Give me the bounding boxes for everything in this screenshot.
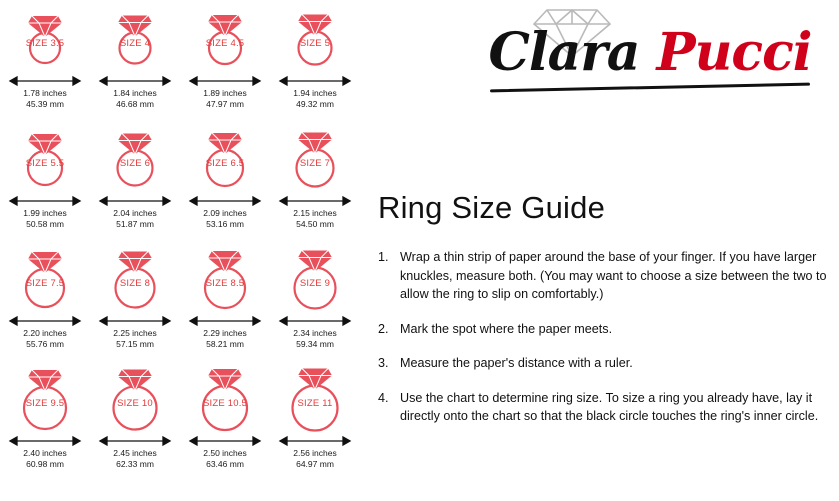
ring-size-label: SIZE 5 <box>299 38 331 49</box>
measurement-mm: 46.68 mm <box>116 99 154 109</box>
ring-illustration <box>180 120 270 194</box>
ring-size-cell[interactable] <box>180 360 270 480</box>
brand-first-word: Clara <box>488 22 640 83</box>
diameter-arrow <box>274 74 356 86</box>
ring-illustration <box>180 0 270 74</box>
ring-size-cell[interactable] <box>180 0 270 120</box>
ring-measurement <box>203 88 246 110</box>
ring-illustration <box>180 360 270 434</box>
ring-illustration <box>270 360 360 434</box>
ring-size-cell[interactable] <box>0 0 90 120</box>
page-title: Ring Size Guide <box>378 190 606 225</box>
measurement-mm: 62.33 mm <box>116 459 154 469</box>
ring-size-cell[interactable] <box>90 120 180 240</box>
diameter-arrow <box>4 314 86 326</box>
measurement-inches: 2.34 inches <box>293 328 337 338</box>
diameter-arrow <box>184 194 266 206</box>
ring-illustration <box>0 240 90 314</box>
measurement-inches: 2.20 inches <box>23 328 67 338</box>
brand-second-word: Pucci <box>656 22 812 83</box>
guide-step-text: Wrap a thin strip of paper around the base of your finger. If you have larger knuckles, measure both. (You may want to choose a size between the two to allow the ring to slip on comfortably.) <box>400 250 827 301</box>
measurement-inches: 2.09 inches <box>203 208 247 218</box>
diameter-arrow <box>184 74 266 86</box>
ring-size-label: SIZE 9.5 <box>25 398 65 409</box>
ring-size-label: SIZE 8 <box>119 278 151 289</box>
ring-illustration <box>90 240 180 314</box>
diameter-arrow <box>274 314 356 326</box>
diameter-arrow <box>94 434 176 446</box>
guide-step-text: Mark the spot where the paper meets. <box>400 321 613 336</box>
ring-size-cell[interactable] <box>270 120 360 240</box>
logo-underline <box>490 83 810 93</box>
measurement-inches: 2.15 inches <box>293 208 337 218</box>
measurement-mm: 54.50 mm <box>296 219 334 229</box>
ring-size-cell[interactable] <box>0 120 90 240</box>
measurement-inches: 1.84 inches <box>113 88 157 98</box>
ring-size-cell[interactable] <box>270 360 360 480</box>
measurement-inches: 2.29 inches <box>203 328 247 338</box>
guide-step <box>378 354 830 373</box>
ring-size-cell[interactable] <box>90 360 180 480</box>
ring-illustration <box>270 240 360 314</box>
guide-step <box>378 248 830 304</box>
diameter-arrow <box>94 314 176 326</box>
ring-measurement <box>203 328 246 350</box>
ring-measurement <box>293 448 336 470</box>
guide-step-number: 2. <box>378 321 389 336</box>
measurement-inches: 2.56 inches <box>293 448 337 458</box>
diameter-arrow <box>94 194 176 206</box>
ring-measurement <box>113 328 156 350</box>
ring-measurement <box>203 448 246 470</box>
measurement-inches: 1.89 inches <box>203 88 247 98</box>
ring-measurement <box>293 328 336 350</box>
ring-size-cell[interactable] <box>180 240 270 360</box>
measurement-inches: 1.78 inches <box>23 88 67 98</box>
measurement-mm: 60.98 mm <box>26 459 64 469</box>
ring-illustration <box>90 0 180 74</box>
measurement-mm: 58.21 mm <box>206 339 244 349</box>
ring-size-label: SIZE 6.5 <box>205 158 245 169</box>
measurement-inches: 2.40 inches <box>23 448 67 458</box>
guide-panel <box>378 190 830 442</box>
ring-measurement <box>113 448 156 470</box>
ring-illustration <box>0 120 90 194</box>
measurement-mm: 64.97 mm <box>296 459 334 469</box>
diameter-arrow <box>4 74 86 86</box>
measurement-inches: 1.99 inches <box>23 208 67 218</box>
measurement-inches: 2.45 inches <box>113 448 157 458</box>
ring-size-cell[interactable] <box>90 0 180 120</box>
ring-size-label: SIZE 7.5 <box>25 278 65 289</box>
measurement-mm: 51.87 mm <box>116 219 154 229</box>
measurement-mm: 45.39 mm <box>26 99 64 109</box>
diameter-arrow <box>184 314 266 326</box>
measurement-mm: 49.32 mm <box>296 99 334 109</box>
guide-step-number: 1. <box>378 250 389 264</box>
ring-size-cell[interactable] <box>180 120 270 240</box>
ring-measurement <box>23 208 66 230</box>
ring-illustration <box>90 360 180 434</box>
ring-illustration <box>270 0 360 74</box>
diameter-arrow <box>274 434 356 446</box>
diameter-arrow <box>94 74 176 86</box>
ring-illustration <box>90 120 180 194</box>
diameter-arrow <box>274 194 356 206</box>
ring-size-label: SIZE 10.5 <box>202 398 248 409</box>
ring-size-cell[interactable] <box>270 240 360 360</box>
guide-step-number: 4. <box>378 390 389 405</box>
ring-size-label: SIZE 4.5 <box>205 38 245 49</box>
ring-illustration <box>180 240 270 314</box>
measurement-mm: 55.76 mm <box>26 339 64 349</box>
ring-size-grid <box>0 0 360 480</box>
measurement-mm: 50.58 mm <box>26 219 64 229</box>
diameter-arrow <box>4 194 86 206</box>
measurement-inches: 2.25 inches <box>113 328 157 338</box>
ring-illustration <box>0 0 90 74</box>
ring-measurement <box>23 448 66 470</box>
ring-size-label: SIZE 9 <box>299 278 331 289</box>
ring-size-cell[interactable] <box>90 240 180 360</box>
ring-measurement <box>203 208 246 230</box>
measurement-mm: 59.34 mm <box>296 339 334 349</box>
ring-illustration <box>270 120 360 194</box>
ring-size-label: SIZE 5.5 <box>25 158 65 169</box>
ring-size-chart <box>0 0 360 501</box>
measurement-mm: 53.16 mm <box>206 219 244 229</box>
ring-size-cell[interactable] <box>270 0 360 120</box>
ring-size-label: SIZE 10 <box>117 398 153 409</box>
brand-wordmark <box>470 22 830 83</box>
guide-step-number: 3. <box>378 356 389 370</box>
guide-steps <box>378 248 830 426</box>
ring-size-label: SIZE 3.5 <box>25 38 65 49</box>
ring-measurement <box>293 208 336 230</box>
ring-measurement <box>23 328 66 350</box>
ring-size-cell[interactable] <box>0 360 90 480</box>
diameter-arrow <box>4 434 86 446</box>
guide-step-text: Use the chart to determine ring size. To size a ring you already have, lay it directly onto the chart so that the black circle touches the ring's inner circle. <box>400 390 819 423</box>
measurement-mm: 57.15 mm <box>116 339 154 349</box>
ring-measurement <box>113 208 156 230</box>
ring-measurement <box>293 88 336 110</box>
measurement-inches: 1.94 inches <box>293 88 337 98</box>
guide-step-text: Measure the paper's distance with a ruler. <box>400 356 633 370</box>
ring-size-label: SIZE 4 <box>119 38 151 49</box>
ring-measurement <box>113 88 156 110</box>
diameter-arrow <box>184 434 266 446</box>
measurement-inches: 2.50 inches <box>203 448 247 458</box>
ring-size-label: SIZE 8.5 <box>205 278 245 289</box>
ring-illustration <box>0 360 90 434</box>
guide-step <box>378 320 830 339</box>
ring-size-label: SIZE 7 <box>299 158 331 169</box>
ring-size-label: SIZE 6 <box>119 158 151 169</box>
guide-step <box>378 389 830 426</box>
measurement-mm: 63.46 mm <box>206 459 244 469</box>
ring-size-label: SIZE 11 <box>297 398 333 409</box>
measurement-inches: 2.04 inches <box>113 208 157 218</box>
brand-logo <box>470 4 830 96</box>
ring-size-cell[interactable] <box>0 240 90 360</box>
measurement-mm: 47.97 mm <box>206 99 244 109</box>
ring-measurement <box>23 88 66 110</box>
